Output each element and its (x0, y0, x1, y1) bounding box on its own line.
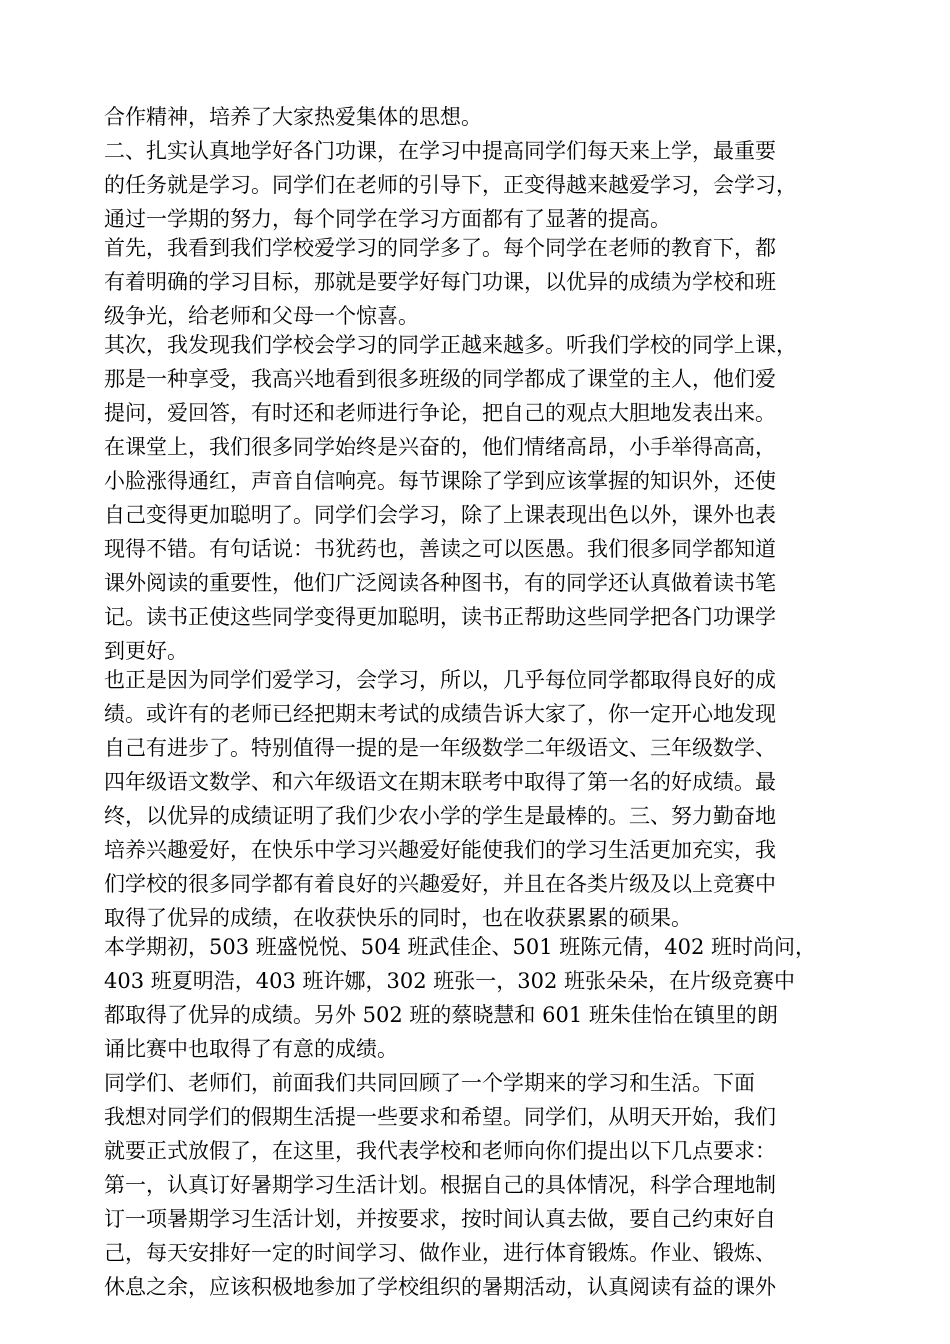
text-line: 小脸涨得通红，声音自信响亮。每节课除了学到应该掌握的知识外，还使 (104, 469, 776, 493)
text-line: 本学期初，503 班盛悦悦、504 班武佳企、501 班陈元倩，402 班时尚问， (104, 935, 817, 959)
text-line: 课外阅读的重要性，他们广泛阅读各种图书，有的同学还认真做着读书笔 (104, 571, 776, 595)
text-line: 的任务就是学习。同学们在老师的引导下，正变得越来越爱学习，会学习， (104, 173, 797, 197)
text-line: 我想对同学们的假期生活提一些要求和希望。同学们，从明天开始，我们 (104, 1105, 776, 1129)
text-line: 通过一学期的努力，每个同学在学习方面都有了显著的提高。 (104, 207, 671, 231)
text-line: 同学们、老师们，前面我们共同回顾了一个学期来的学习和生活。下面 (104, 1071, 755, 1095)
text-line: 自己变得更加聪明了。同学们会学习，除了上课表现出色以外，课外也表 (104, 503, 776, 527)
text-line: 提问，爱回答，有时还和老师进行争论，把自己的观点大胆地发表出来。 (104, 401, 776, 425)
text-line: 都取得了优异的成绩。另外 502 班的蔡晓慧和 601 班朱佳怡在镇里的朗 (104, 1003, 778, 1027)
text-line: 取得了优异的成绩，在收获快乐的同时，也在收获累累的硕果。 (104, 906, 692, 930)
text-line: 到更好。 (104, 639, 188, 663)
text-line: 己，每天安排好一定的时间学习、做作业，进行体育锻炼。作业、锻炼、 (104, 1241, 776, 1265)
text-line: 现得不错。有句话说：书犹药也，善读之可以医愚。我们很多同学都知道 (104, 537, 776, 561)
text-line: 就要正式放假了，在这里，我代表学校和老师向你们提出以下几点要求： (104, 1139, 776, 1163)
text-line: 们学校的很多同学都有着良好的兴趣爱好，并且在各类片级及以上竞赛中 (104, 872, 776, 896)
text-line: 那是一种享受，我高兴地看到很多班级的同学都成了课堂的主人，他们爱 (104, 367, 776, 391)
text-line: 绩。或许有的老师已经把期末考试的成绩告诉大家了，你一定开心地发现 (104, 702, 776, 726)
text-line: 也正是因为同学们爱学习，会学习，所以，几乎每位同学都取得良好的成 (104, 668, 776, 692)
text-line: 在课堂上，我们很多同学始终是兴奋的，他们情绪高昂，小手举得高高， (104, 435, 776, 459)
text-line: 记。读书正使这些同学变得更加聪明，读书正帮助这些同学把各门功课学 (104, 605, 776, 629)
text-line: 培养兴趣爱好，在快乐中学习兴趣爱好能使我们的学习生活更加充实，我 (104, 838, 776, 862)
text-line: 403 班夏明浩，403 班许娜，302 班张一，302 班张朵朵，在片级竞赛中 (104, 969, 796, 993)
text-line: 订一项暑期学习生活计划，并按要求，按时间认真去做，要自己约束好自 (104, 1207, 776, 1231)
text-line: 其次，我发现我们学校会学习的同学正越来越多。听我们学校的同学上课， (104, 333, 797, 357)
text-line: 四年级语文数学、和六年级语文在期末联考中取得了第一名的好成绩。最 (104, 770, 776, 794)
text-line: 休息之余，应该积极地参加了学校组织的暑期活动，认真阅读有益的课外 (104, 1275, 776, 1299)
text-line: 二、扎实认真地学好各门功课，在学习中提高同学们每天来上学，最重要 (104, 139, 776, 163)
text-line: 第一，认真订好暑期学习生活计划。根据自己的具体情况，科学合理地制 (104, 1173, 776, 1197)
text-line: 终，以优异的成绩证明了我们少农小学的学生是最棒的。三、努力勤奋地 (104, 804, 776, 828)
text-line: 级争光，给老师和父母一个惊喜。 (104, 304, 419, 328)
text-line: 合作精神，培养了大家热爱集体的思想。 (104, 105, 482, 129)
text-line: 有着明确的学习目标，那就是要学好每门功课，以优异的成绩为学校和班 (104, 270, 776, 294)
text-line: 首先，我看到我们学校爱学习的同学多了。每个同学在老师的教育下，都 (104, 236, 776, 260)
text-line: 诵比赛中也取得了有意的成绩。 (104, 1037, 398, 1061)
text-line: 自己有进步了。特别值得一提的是一年级数学二年级语文、三年级数学、 (104, 736, 776, 760)
